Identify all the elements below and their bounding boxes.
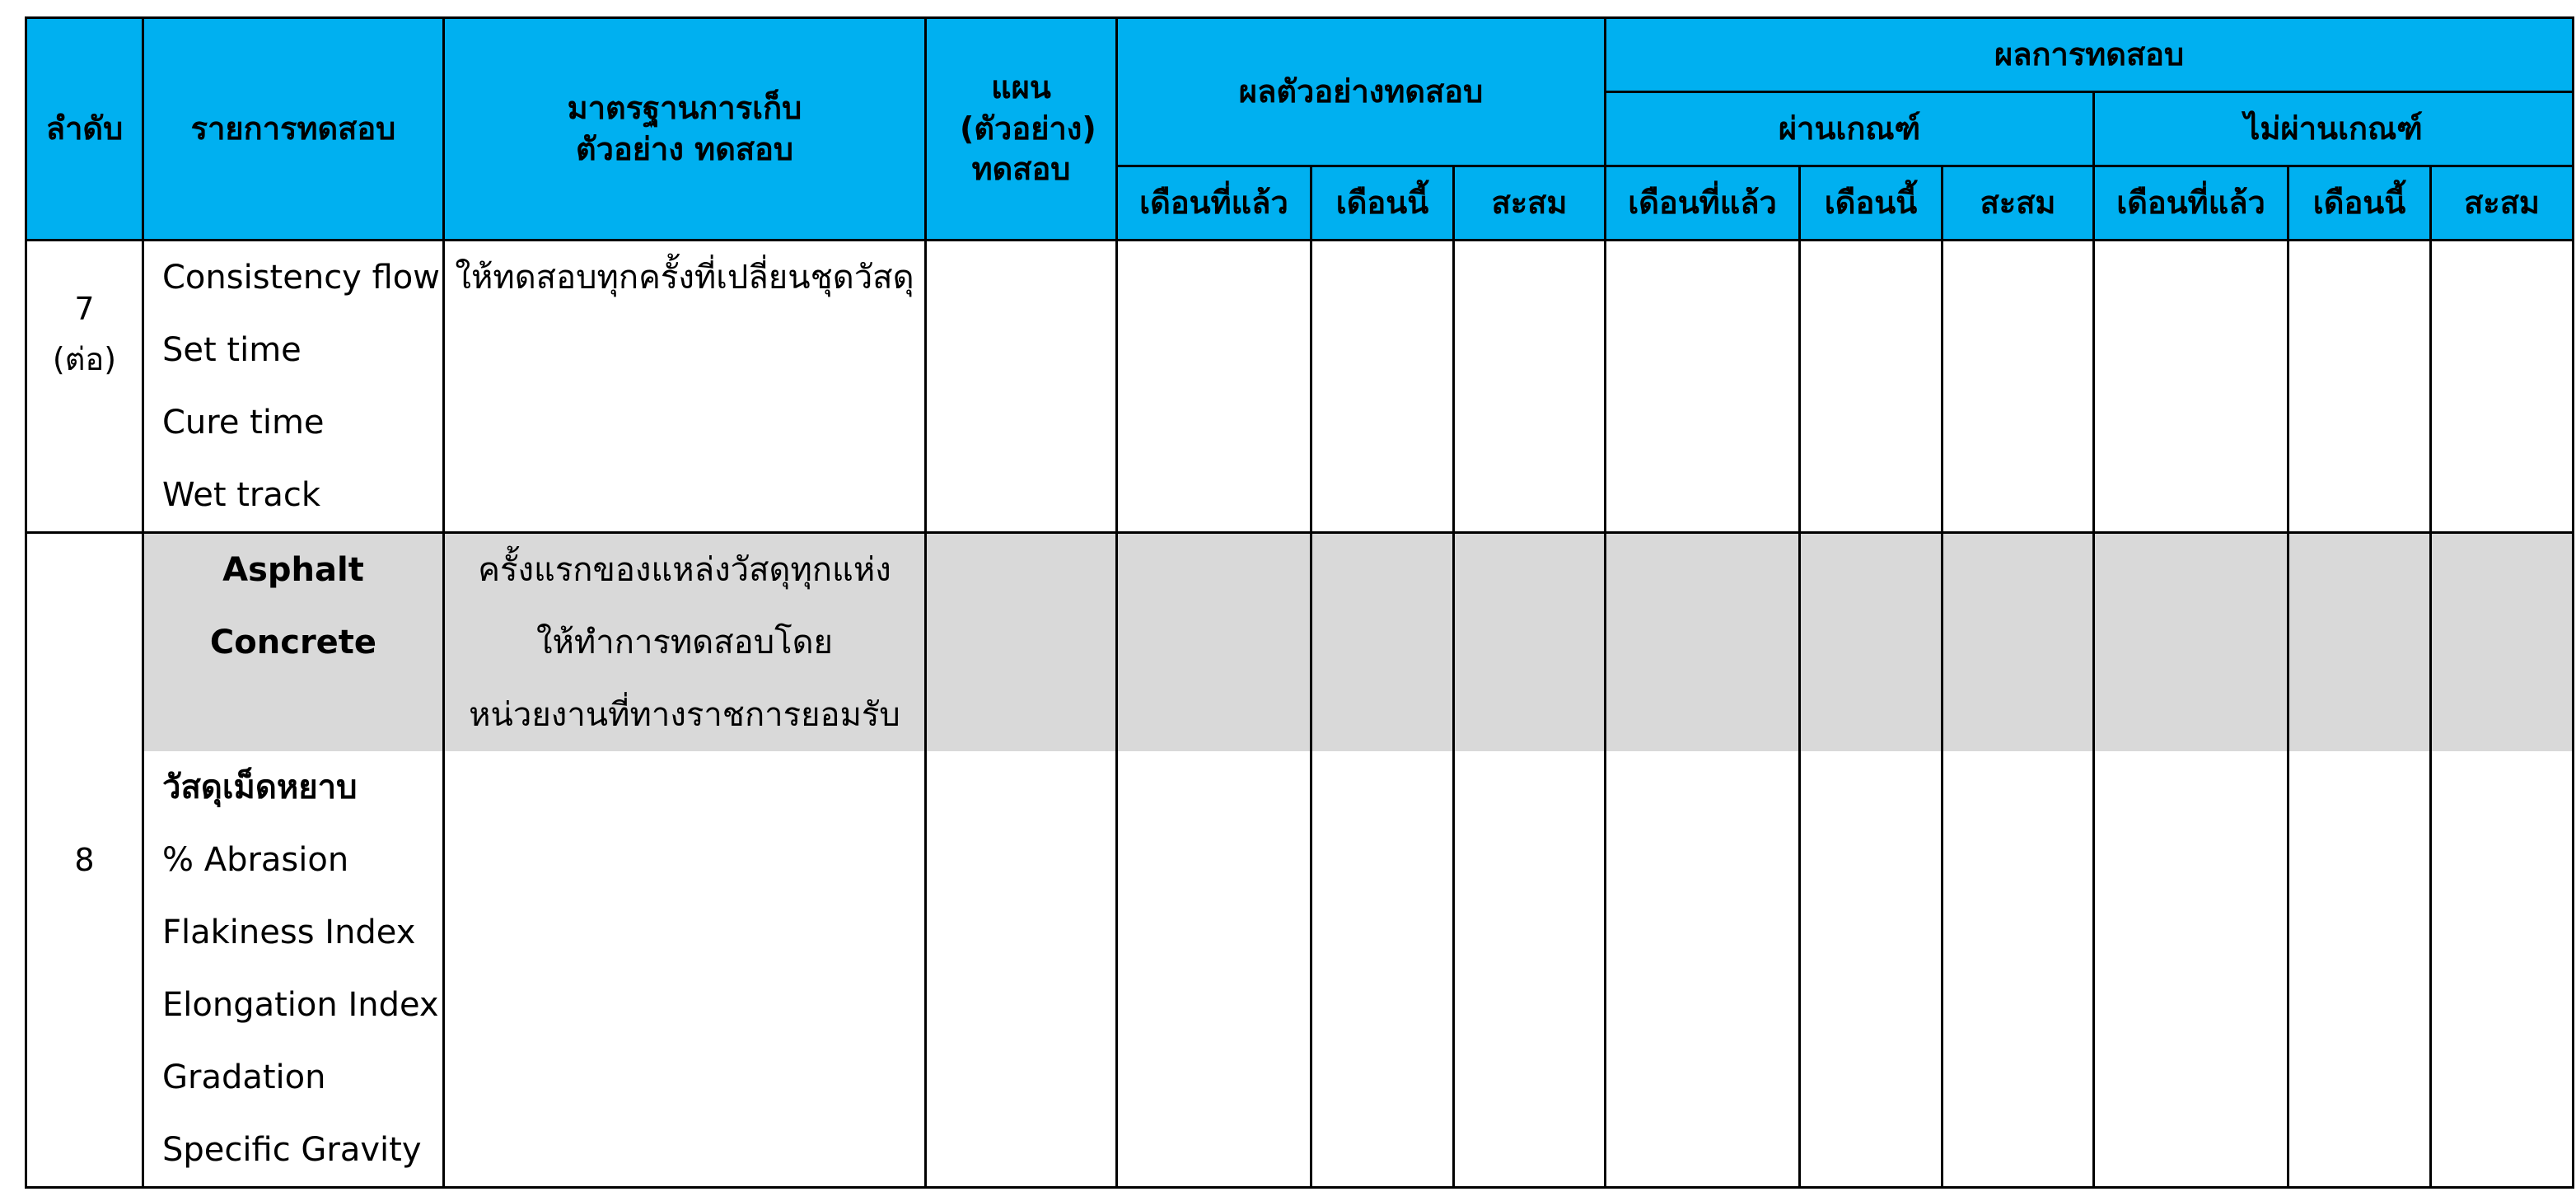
header-plan: แผน (ตัวอย่าง) ทดสอบ [926, 18, 1117, 241]
result-cell [1943, 751, 2094, 1188]
table-row [26, 533, 2574, 752]
sub-this-month: เดือนนี้ [1311, 166, 1454, 241]
header-pass: ผ่านเกณฑ์ [1606, 92, 2094, 166]
result-cell [2094, 751, 2288, 1188]
sub-this-month: เดือนนี้ [1800, 166, 1943, 241]
result-cell [2288, 241, 2431, 533]
result-cell [1606, 241, 1800, 533]
test-item-list [143, 241, 444, 533]
result-cell [1800, 241, 1943, 533]
sub-cumulative: สะสม [1943, 166, 2094, 241]
result-cell [1943, 241, 2094, 533]
test-item-list [143, 751, 444, 1188]
list-item: Flakiness Index [162, 914, 416, 951]
header-fail: ไม่ผ่านเกณฑ์ [2094, 92, 2574, 166]
result-cell [1311, 533, 1454, 752]
result-cell [1117, 751, 1311, 1188]
list-item: % Abrasion [162, 841, 349, 879]
list-item: Elongation Index [162, 986, 439, 1024]
plan-cell [926, 533, 1117, 752]
test-results-table [25, 16, 2574, 1189]
table-row [26, 751, 2574, 1188]
sub-cumulative: สะสม [1454, 166, 1606, 241]
subgroup-title: วัสดุเม็ดหยาบ [162, 769, 358, 806]
header-no: ลำดับ [26, 18, 143, 241]
report-table-container [25, 16, 2574, 1189]
result-cell [1117, 533, 1311, 752]
result-cell [1606, 751, 1800, 1188]
row-number: 7 (ต่อ) [26, 241, 143, 533]
result-cell [2094, 533, 2288, 752]
result-cell [2288, 751, 2431, 1188]
list-item: Set time [162, 331, 302, 369]
result-cell [1454, 241, 1606, 533]
sub-last-month: เดือนที่แล้ว [1606, 166, 1800, 241]
result-cell [1117, 241, 1311, 533]
result-cell [1800, 751, 1943, 1188]
table-row [26, 241, 2574, 533]
result-cell [2431, 241, 2574, 533]
result-cell [2288, 533, 2431, 752]
sub-this-month: เดือนนี้ [2288, 166, 2431, 241]
result-cell [1311, 751, 1454, 1188]
header-sample-results: ผลตัวอย่างทดสอบ [1117, 18, 1606, 166]
list-item: Wet track [162, 476, 321, 514]
sub-cumulative: สะสม [2431, 166, 2574, 241]
header-test-results: ผลการทดสอบ [1606, 18, 2574, 92]
sub-last-month: เดือนที่แล้ว [2094, 166, 2288, 241]
list-item: Cure time [162, 404, 325, 442]
result-cell [1454, 751, 1606, 1188]
plan-cell [926, 241, 1117, 533]
header-item: รายการทดสอบ [143, 18, 444, 241]
result-cell [2094, 241, 2288, 533]
result-cell [1800, 533, 1943, 752]
sampling-standard: ให้ทดสอบทุกครั้งที่เปลี่ยนชุดวัสดุ [444, 241, 926, 533]
list-item: Gradation [162, 1058, 326, 1096]
result-cell [2431, 533, 2574, 752]
result-cell [1606, 533, 1800, 752]
plan-cell [926, 751, 1117, 1188]
result-cell [1311, 241, 1454, 533]
list-item: Specific Gravity [162, 1131, 422, 1169]
group-title: Asphalt Concrete [143, 533, 444, 752]
result-cell [2431, 751, 2574, 1188]
sampling-standard: ครั้งแรกของแหล่งวัสดุทุกแห่ง ให้ทำการทดสอบโดย หน่วยงานที่ทางราชการยอมรับ [444, 533, 926, 752]
sampling-standard [444, 751, 926, 1188]
sub-last-month: เดือนที่แล้ว [1117, 166, 1311, 241]
result-cell [1454, 533, 1606, 752]
header-standard: มาตรฐานการเก็บตัวอย่าง ทดสอบ [444, 18, 926, 241]
list-item: Consistency flow [162, 259, 440, 297]
row-number: 8 [26, 533, 143, 1188]
result-cell [1943, 533, 2094, 752]
